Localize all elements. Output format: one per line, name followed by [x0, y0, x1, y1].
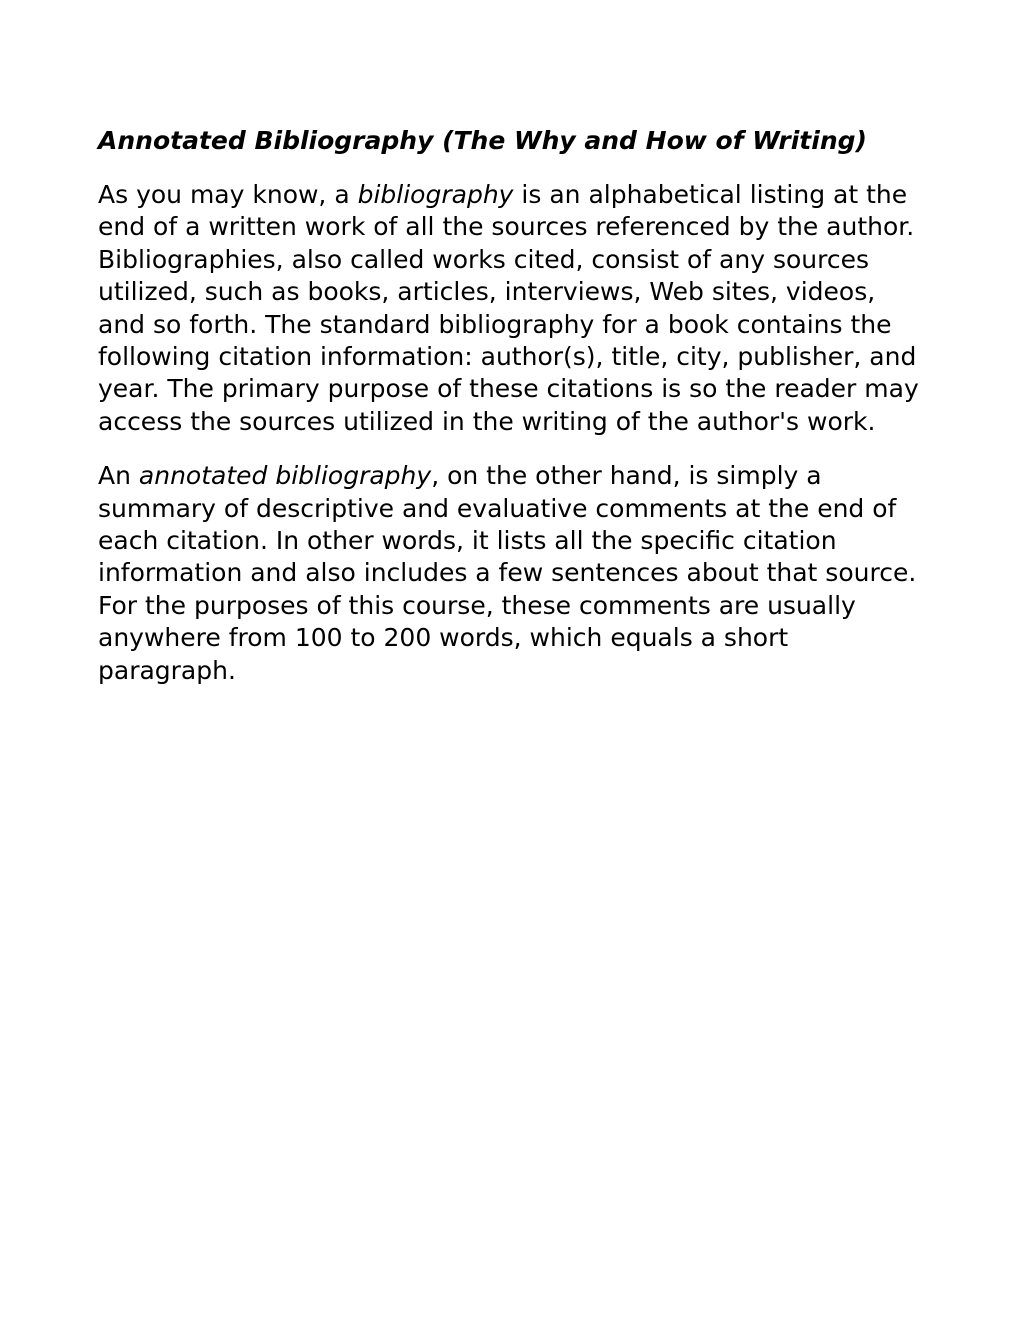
document-page	[98, 124, 928, 709]
term-bibliography: bibliography	[357, 180, 514, 209]
paragraph-2-lead: An	[98, 461, 139, 491]
term-annotated-bibliography: annotated bibliography	[138, 461, 432, 491]
paragraph-2-body: , on the other hand, is simply a summary of descriptive and evaluative comments at the end of each citation. In other words, it lists all the specific citation information and also includes a few sentences about that source. For the purposes of this course, these comments are usually anywhere from 100 to 200 words, which equals a short paragraph.	[98, 461, 917, 685]
document-title: Annotated Bibliography (The Why and How of Writing)	[98, 126, 867, 155]
paragraph-1-body: is an alphabetical listing at the end of a written work of all the sources referenced by the author. Bibliographies, also called works cited, consist of any sources utilized, such as books, articles, interviews, Web sites, videos, and so forth. The standard bibliography for a book contains the following citation information: author(s), title, city, publisher, and year. The primary purpose of these citations is so the reader may access the sources utilized in the writing of the author's work.	[98, 180, 919, 436]
paragraph-annotated-bibliography-definition	[98, 460, 928, 687]
paragraph-bibliography-definition	[98, 179, 928, 438]
paragraph-1-lead: As you may know, a	[98, 180, 358, 209]
